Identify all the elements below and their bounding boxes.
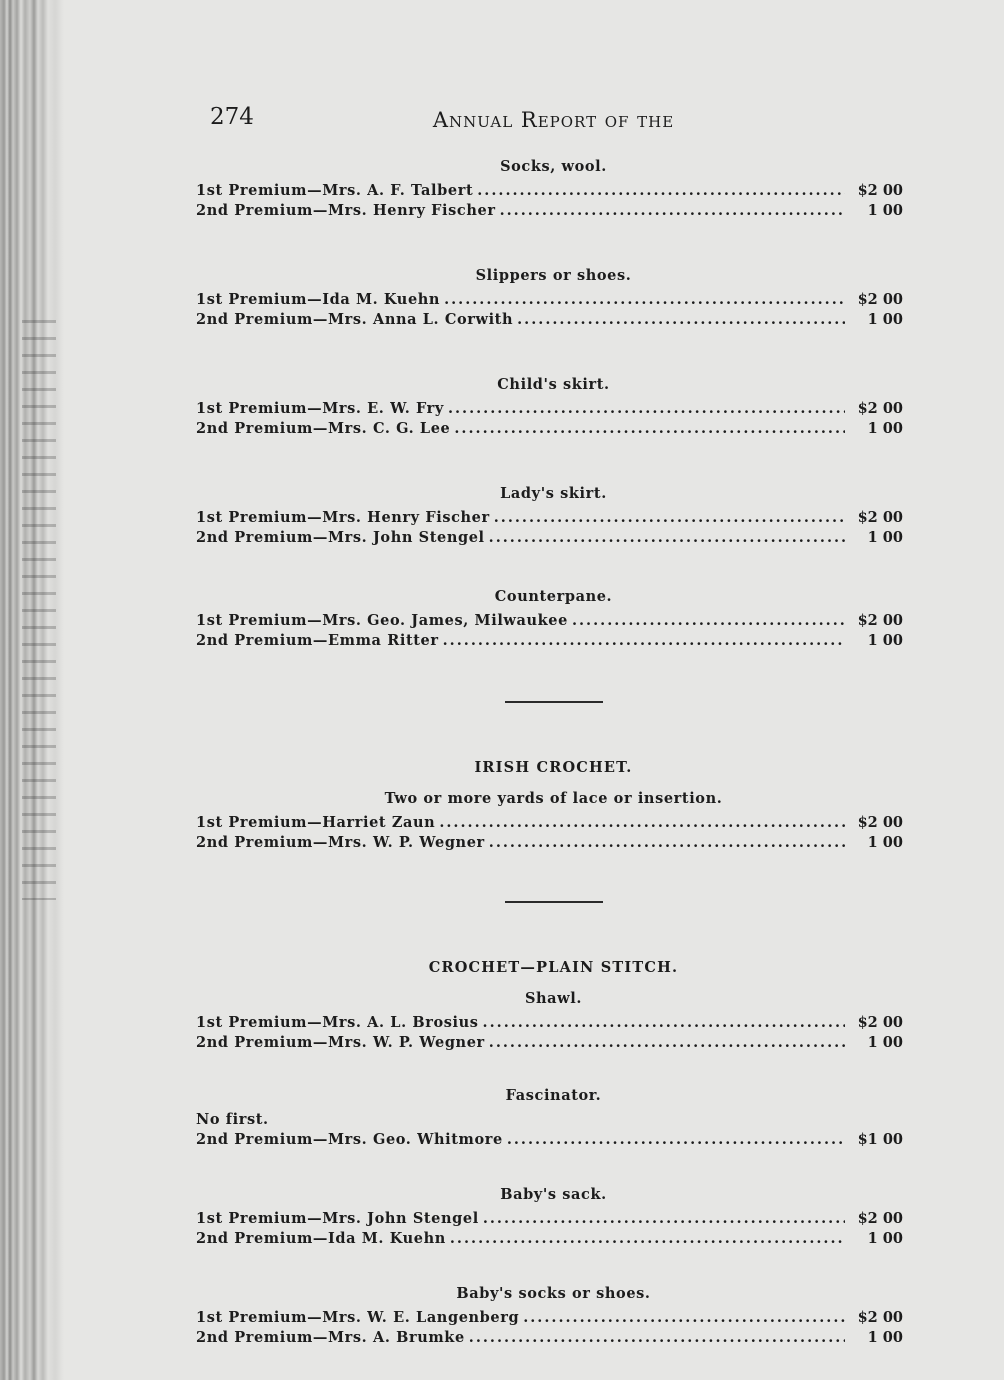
subsection-shawl	[196, 990, 911, 1053]
entry-label: 2nd Premium—Mrs. W. P. Wegner	[196, 1034, 485, 1051]
page-header	[196, 100, 911, 136]
list-item	[196, 419, 911, 439]
subsection-fascinator	[196, 1087, 911, 1150]
entry-amount: 1 00	[867, 834, 903, 851]
entry-label: 2nd Premium—Mrs. W. P. Wegner	[196, 834, 485, 851]
section-irish-crochet	[196, 759, 911, 853]
entry-label: 1st Premium—Harriet Zaun	[196, 814, 436, 831]
list-item	[196, 310, 911, 330]
entry-label: 1st Premium—Mrs. Henry Fischer	[196, 509, 490, 526]
list-item	[196, 181, 911, 201]
leader-dots	[500, 201, 845, 221]
leader-dots	[517, 310, 845, 330]
page	[196, 100, 911, 1348]
leader-dots	[507, 1130, 845, 1150]
entry-label: 1st Premium—Mrs. E. W. Fry	[196, 400, 444, 417]
entry-label: 2nd Premium—Mrs. Geo. Whitmore	[196, 1131, 503, 1148]
entry-amount: 1 00	[867, 420, 903, 437]
binding-texture	[22, 320, 56, 900]
leader-dots	[439, 813, 845, 833]
running-head: Annual Report of the	[432, 108, 675, 132]
section-counterpane	[196, 588, 911, 651]
entry-amount: 1 00	[867, 311, 903, 328]
subsection-babys-socks	[196, 1285, 911, 1348]
section-divider	[505, 701, 603, 703]
list-item	[196, 1308, 911, 1328]
section-title: CROCHET—PLAIN STITCH.	[428, 959, 679, 976]
entry-amount: $2 00	[857, 1210, 903, 1227]
entry-amount: $2 00	[857, 182, 903, 199]
subsection-title: Two or more yards of lace or insertion.	[384, 790, 723, 807]
entry-label: 1st Premium—Mrs. A. F. Talbert	[196, 182, 474, 199]
subsection-title: Shawl.	[524, 990, 583, 1007]
entry-label: 2nd Premium—Mrs. A. Brumke	[196, 1329, 465, 1346]
section-slippers	[196, 267, 911, 330]
section-socks-wool	[196, 158, 911, 221]
subsection-title: Baby's socks or shoes.	[456, 1285, 651, 1302]
entry-label: 1st Premium—Mrs. Geo. James, Milwaukee	[196, 612, 568, 629]
entry-amount: 1 00	[867, 1230, 903, 1247]
entry-amount: $1 00	[857, 1131, 903, 1148]
entry-amount: $2 00	[857, 1014, 903, 1031]
list-item	[196, 1229, 911, 1249]
entry-label: 2nd Premium—Mrs. Henry Fischer	[196, 202, 496, 219]
book-binding-edge	[0, 0, 64, 1380]
leader-dots	[483, 1209, 845, 1229]
entry-label: 2nd Premium—Mrs. Anna L. Corwith	[196, 311, 514, 328]
list-item	[196, 1209, 911, 1229]
subsection-title: Fascinator.	[505, 1087, 602, 1104]
leader-dots	[469, 1328, 845, 1348]
section-title: Socks, wool.	[500, 158, 607, 175]
entry-amount: $2 00	[857, 612, 903, 629]
entry-label: 2nd Premium—Ida M. Kuehn	[196, 1230, 446, 1247]
leader-dots	[494, 508, 845, 528]
entry-amount: 1 00	[867, 529, 903, 546]
leader-dots	[489, 833, 845, 853]
leader-dots	[454, 419, 845, 439]
entry-amount: $2 00	[857, 1309, 903, 1326]
entry-amount: 1 00	[867, 1329, 903, 1346]
leader-dots	[483, 1013, 845, 1033]
entry-amount: $2 00	[857, 291, 903, 308]
list-item	[196, 631, 911, 651]
list-item	[196, 290, 911, 310]
list-item	[196, 1328, 911, 1348]
entry-label: 1st Premium—Ida M. Kuehn	[196, 291, 441, 308]
entry-amount: $2 00	[857, 814, 903, 831]
entry-amount: 1 00	[867, 1034, 903, 1051]
leader-dots	[477, 181, 845, 201]
section-ladys-skirt	[196, 485, 911, 548]
leader-dots	[489, 528, 845, 548]
list-item	[196, 201, 911, 221]
leader-dots	[444, 290, 845, 310]
entry-label: 2nd Premium—Mrs. C. G. Lee	[196, 420, 451, 437]
entry-label: 1st Premium—Mrs. A. L. Brosius	[196, 1014, 479, 1031]
entry-amount: 1 00	[867, 202, 903, 219]
entry-label: 2nd Premium—Emma Ritter	[196, 632, 439, 649]
list-item	[196, 813, 911, 833]
section-divider	[505, 901, 603, 903]
list-item	[196, 1130, 911, 1150]
entry-label: 2nd Premium—Mrs. John Stengel	[196, 529, 485, 546]
list-item	[196, 1033, 911, 1053]
entry-label: 1st Premium—Mrs. John Stengel	[196, 1210, 479, 1227]
leader-dots	[443, 631, 845, 651]
list-item	[196, 833, 911, 853]
leader-dots	[572, 611, 845, 631]
subsection-babys-sack	[196, 1186, 911, 1249]
section-title: IRISH CROCHET.	[474, 759, 633, 776]
note-text: No first.	[196, 1111, 269, 1128]
section-crochet-plain-stitch	[196, 959, 911, 1348]
entry-label: 1st Premium—Mrs. W. E. Langenberg	[196, 1309, 520, 1326]
list-item	[196, 399, 911, 419]
subsection-title: Baby's sack.	[500, 1186, 607, 1203]
list-item	[196, 508, 911, 528]
leader-dots	[489, 1033, 845, 1053]
list-item	[196, 528, 911, 548]
leader-dots	[450, 1229, 845, 1249]
list-item	[196, 611, 911, 631]
section-title: Lady's skirt.	[500, 485, 607, 502]
entry-amount: $2 00	[857, 400, 903, 417]
section-childs-skirt	[196, 376, 911, 439]
entry-amount: 1 00	[867, 632, 903, 649]
leader-dots	[448, 399, 845, 419]
list-item	[196, 1013, 911, 1033]
section-title: Child's skirt.	[497, 376, 610, 393]
section-title: Slippers or shoes.	[475, 267, 632, 284]
leader-dots	[523, 1308, 845, 1328]
entry-amount: $2 00	[857, 509, 903, 526]
page-number: 274	[210, 104, 254, 130]
section-title: Counterpane.	[494, 588, 613, 605]
